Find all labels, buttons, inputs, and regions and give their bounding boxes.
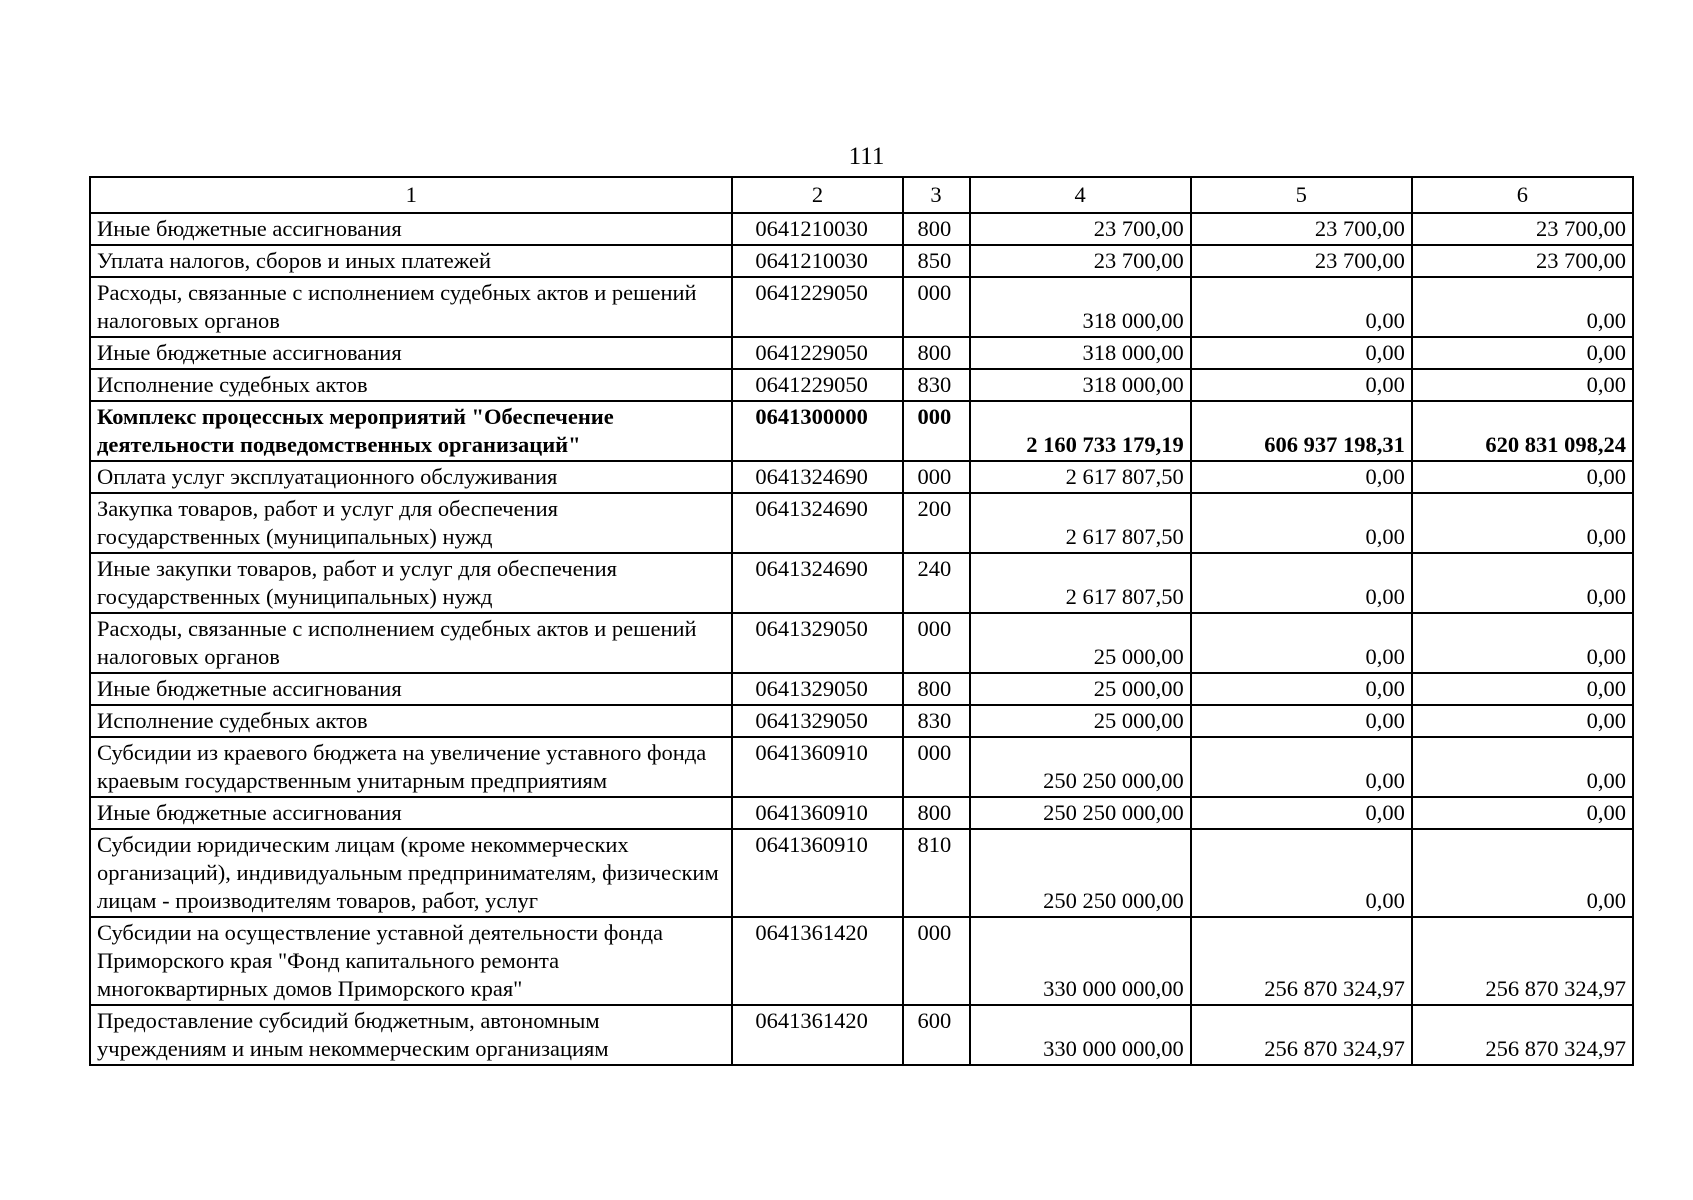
column-header: 3: [903, 177, 970, 213]
target-code-cell: 0641229050: [732, 369, 902, 401]
amount-col5-cell: 0,00: [1191, 797, 1412, 829]
expense-type-cell: 000: [903, 917, 970, 1005]
amount-col5-cell: 0,00: [1191, 337, 1412, 369]
table-row: [90, 917, 1633, 1005]
column-header-row: [90, 177, 1633, 213]
expense-type-cell: 800: [903, 797, 970, 829]
expense-type-cell: 200: [903, 493, 970, 553]
column-header: 1: [90, 177, 732, 213]
table-row: [90, 673, 1633, 705]
amount-col6-cell: 0,00: [1412, 493, 1633, 553]
target-code-cell: 0641329050: [732, 613, 902, 673]
amount-col6-cell: 0,00: [1412, 277, 1633, 337]
amount-col5-cell: 0,00: [1191, 673, 1412, 705]
amount-col4-cell: 2 617 807,50: [970, 553, 1191, 613]
table-row: [90, 1005, 1633, 1065]
page-number: 111: [848, 143, 885, 170]
table-row: [90, 705, 1633, 737]
column-header: 2: [732, 177, 902, 213]
amount-col5-cell: 606 937 198,31: [1191, 401, 1412, 461]
row-name-cell: Исполнение судебных актов: [90, 369, 732, 401]
target-code-cell: 0641361420: [732, 1005, 902, 1065]
budget-table: [89, 176, 1634, 1066]
target-code-cell: 0641329050: [732, 673, 902, 705]
expense-type-cell: 000: [903, 613, 970, 673]
target-code-cell: 0641324690: [732, 461, 902, 493]
table-row: [90, 245, 1633, 277]
amount-col5-cell: 0,00: [1191, 705, 1412, 737]
expense-type-cell: 000: [903, 277, 970, 337]
amount-col6-cell: 0,00: [1412, 461, 1633, 493]
amount-col5-cell: 256 870 324,97: [1191, 1005, 1412, 1065]
row-name-cell: Иные бюджетные ассигнования: [90, 797, 732, 829]
amount-col4-cell: 250 250 000,00: [970, 829, 1191, 917]
table-row: [90, 213, 1633, 245]
amount-col5-cell: 0,00: [1191, 277, 1412, 337]
expense-type-cell: 830: [903, 369, 970, 401]
amount-col5-cell: 0,00: [1191, 461, 1412, 493]
row-name-cell: Расходы, связанные с исполнением судебных актов и решений налоговых органов: [90, 277, 732, 337]
amount-col5-cell: 0,00: [1191, 493, 1412, 553]
amount-col6-cell: 0,00: [1412, 737, 1633, 797]
amount-col5-cell: 0,00: [1191, 613, 1412, 673]
amount-col4-cell: 250 250 000,00: [970, 737, 1191, 797]
row-name-cell: Комплекс процессных мероприятий "Обеспечение деятельности подведомственных организаций": [90, 401, 732, 461]
amount-col4-cell: 250 250 000,00: [970, 797, 1191, 829]
row-name-cell: Предоставление субсидий бюджетным, автономным учреждениям и иным некоммерческим организациям: [90, 1005, 732, 1065]
table-row: [90, 737, 1633, 797]
expense-type-cell: 240: [903, 553, 970, 613]
amount-col4-cell: 318 000,00: [970, 277, 1191, 337]
amount-col6-cell: 620 831 098,24: [1412, 401, 1633, 461]
table-row: [90, 493, 1633, 553]
row-name-cell: Закупка товаров, работ и услуг для обеспечения государственных (муниципальных) нужд: [90, 493, 732, 553]
row-name-cell: Расходы, связанные с исполнением судебных актов и решений налоговых органов: [90, 613, 732, 673]
table-row: [90, 797, 1633, 829]
row-name-cell: Иные закупки товаров, работ и услуг для обеспечения государственных (муниципальных) нужд: [90, 553, 732, 613]
target-code-cell: 0641360910: [732, 797, 902, 829]
target-code-cell: 0641210030: [732, 245, 902, 277]
expense-type-cell: 000: [903, 461, 970, 493]
amount-col6-cell: 23 700,00: [1412, 213, 1633, 245]
expense-type-cell: 000: [903, 737, 970, 797]
amount-col6-cell: 23 700,00: [1412, 245, 1633, 277]
target-code-cell: 0641360910: [732, 829, 902, 917]
amount-col4-cell: 330 000 000,00: [970, 917, 1191, 1005]
amount-col6-cell: 0,00: [1412, 797, 1633, 829]
expense-type-cell: 830: [903, 705, 970, 737]
target-code-cell: 0641360910: [732, 737, 902, 797]
amount-col6-cell: 0,00: [1412, 705, 1633, 737]
amount-col5-cell: 23 700,00: [1191, 213, 1412, 245]
table-row: [90, 553, 1633, 613]
table-row: [90, 337, 1633, 369]
row-name-cell: Оплата услуг эксплуатационного обслуживания: [90, 461, 732, 493]
table-row: [90, 613, 1633, 673]
amount-col6-cell: 0,00: [1412, 369, 1633, 401]
table-row: [90, 829, 1633, 917]
table-row: [90, 369, 1633, 401]
amount-col5-cell: 0,00: [1191, 829, 1412, 917]
expense-type-cell: 800: [903, 337, 970, 369]
column-header: 4: [970, 177, 1191, 213]
row-name-cell: Субсидии юридическим лицам (кроме некоммерческих организаций), индивидуальным предпринимателям, физическим лицам - производителям товаров, работ, услуг: [90, 829, 732, 917]
row-name-cell: Субсидии из краевого бюджета на увеличение уставного фонда краевым государственным унитарным предприятиям: [90, 737, 732, 797]
target-code-cell: 0641300000: [732, 401, 902, 461]
amount-col6-cell: 0,00: [1412, 673, 1633, 705]
amount-col6-cell: 256 870 324,97: [1412, 917, 1633, 1005]
target-code-cell: 0641329050: [732, 705, 902, 737]
target-code-cell: 0641361420: [732, 917, 902, 1005]
amount-col4-cell: 318 000,00: [970, 369, 1191, 401]
amount-col6-cell: 0,00: [1412, 829, 1633, 917]
amount-col5-cell: 0,00: [1191, 737, 1412, 797]
row-name-cell: Уплата налогов, сборов и иных платежей: [90, 245, 732, 277]
table-row: [90, 401, 1633, 461]
amount-col4-cell: 318 000,00: [970, 337, 1191, 369]
amount-col6-cell: 0,00: [1412, 553, 1633, 613]
row-name-cell: Иные бюджетные ассигнования: [90, 673, 732, 705]
amount-col5-cell: 0,00: [1191, 369, 1412, 401]
table-row: [90, 461, 1633, 493]
expense-type-cell: 810: [903, 829, 970, 917]
row-name-cell: Исполнение судебных актов: [90, 705, 732, 737]
table-row: [90, 277, 1633, 337]
row-name-cell: Иные бюджетные ассигнования: [90, 337, 732, 369]
column-header: 6: [1412, 177, 1633, 213]
amount-col4-cell: 330 000 000,00: [970, 1005, 1191, 1065]
column-header: 5: [1191, 177, 1412, 213]
amount-col4-cell: 23 700,00: [970, 213, 1191, 245]
amount-col6-cell: 0,00: [1412, 613, 1633, 673]
amount-col4-cell: 2 160 733 179,19: [970, 401, 1191, 461]
amount-col4-cell: 25 000,00: [970, 705, 1191, 737]
amount-col6-cell: 0,00: [1412, 337, 1633, 369]
amount-col5-cell: 256 870 324,97: [1191, 917, 1412, 1005]
row-name-cell: Иные бюджетные ассигнования: [90, 213, 732, 245]
expense-type-cell: 850: [903, 245, 970, 277]
amount-col4-cell: 23 700,00: [970, 245, 1191, 277]
amount-col6-cell: 256 870 324,97: [1412, 1005, 1633, 1065]
target-code-cell: 0641229050: [732, 337, 902, 369]
expense-type-cell: 800: [903, 213, 970, 245]
amount-col4-cell: 25 000,00: [970, 613, 1191, 673]
amount-col5-cell: 23 700,00: [1191, 245, 1412, 277]
expense-type-cell: 000: [903, 401, 970, 461]
target-code-cell: 0641229050: [732, 277, 902, 337]
target-code-cell: 0641324690: [732, 493, 902, 553]
amount-col4-cell: 2 617 807,50: [970, 493, 1191, 553]
target-code-cell: 0641324690: [732, 553, 902, 613]
row-name-cell: Субсидии на осуществление уставной деятельности фонда Приморского края "Фонд капитального ремонта многоквартирных домов Приморского края": [90, 917, 732, 1005]
expense-type-cell: 800: [903, 673, 970, 705]
target-code-cell: 0641210030: [732, 213, 902, 245]
expense-type-cell: 600: [903, 1005, 970, 1065]
amount-col4-cell: 2 617 807,50: [970, 461, 1191, 493]
amount-col5-cell: 0,00: [1191, 553, 1412, 613]
amount-col4-cell: 25 000,00: [970, 673, 1191, 705]
